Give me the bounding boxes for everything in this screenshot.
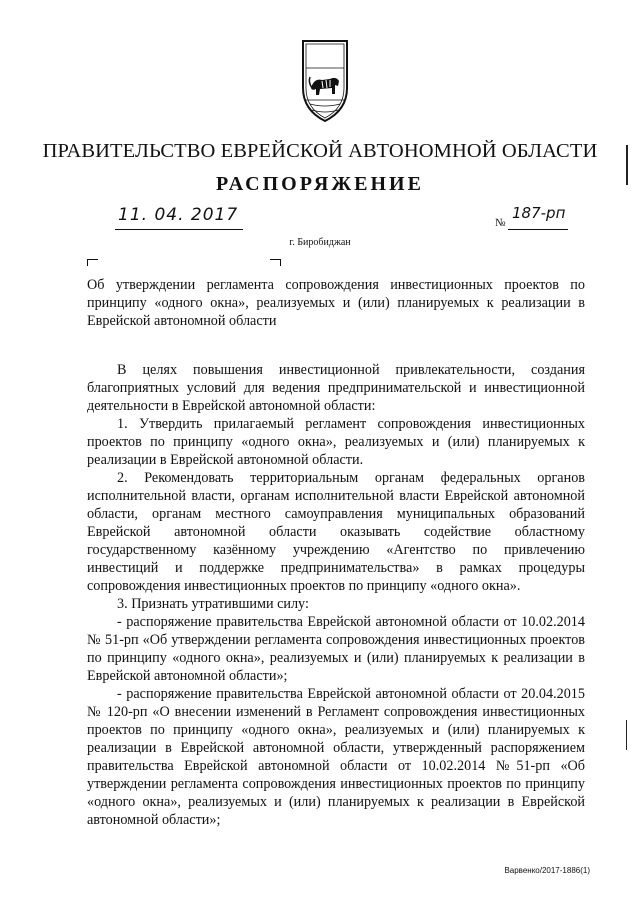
body-paragraph: 3. Признать утратившими силу: [117,596,309,612]
subject-bracket-right [270,259,281,266]
document-body [87,361,585,829]
scan-margin-mark [626,145,628,185]
coat-of-arms-icon [300,38,350,124]
body-paragraph: 2. Рекомендовать территориальным органам федеральных органов исполнительной власти, органам исполнительной власти Еврейской автономной области, органам местного самоуправления муниципальных образований Еврейской автономной области оказывать содействие областному государственному казённому учреждению «Агентство по привлечению инвестиций и поддержке предпринимательства» в рамках процедуры сопровождения инвестиционных проектов по принципу «одного окна». [87,470,585,594]
subject-bracket-left [87,259,98,266]
government-title: ПРАВИТЕЛЬСТВО ЕВРЕЙСКОЙ АВТОНОМНОЙ ОБЛАСТИ [42,140,598,162]
document-subject: Об утверждении регламента сопровождения инвестиционных проектов по принципу «одного окна», реализуемых и (или) планируемых к реализации в Еврейской автономной области [87,277,585,329]
document-type: РАСПОРЯЖЕНИЕ [216,173,424,195]
date-underline [115,229,243,230]
document-number: 187-рп [512,204,566,222]
body-paragraph: - распоряжение правительства Еврейской автономной области от 20.04.2015 № 120-рп «О внесении изменений в Регламент сопровождения инвестиционных проектов по принципу «одного окна», реализуемых и (или) планируемых к реализации в Еврейской автономной области, утвержденный распоряжением правительства Еврейской автономной области от 10.02.2014 №51-рп «Об утверждении регламента сопровождения инвестиционных проектов по принципу «одного окна», реализуемых и (или) планируемых к реализации в Еврейской автономной области»; [87,686,585,828]
body-paragraph: - распоряжение правительства Еврейской автономной области от 10.02.2014 № 51-рп «Об утверждении регламента сопровождения инвестиционных проектов по принципу «одного окна», реализуемых и (или) планируемых к реализации в Еврейской автономной области»; [87,614,585,684]
body-paragraph: В целях повышения инвестиционной привлекательности, создания благоприятных условий для ведения предпринимательской и инвестиционной деятельности в Еврейской автономной области: [87,362,585,414]
city: г. Биробиджан [289,237,351,248]
document-date: 11. 04. 2017 [118,205,239,225]
number-underline [508,229,568,230]
body-paragraph: 1. Утвердить прилагаемый регламент сопровождения инвестиционных проектов по принципу «одного окна», реализуемых и (или) планируемых к реализации в Еврейской автономной области. [87,416,585,468]
number-label: № [495,217,506,229]
footer-code: Варвенко/2017-1886(1) [504,866,590,875]
scan-margin-mark [626,720,627,750]
